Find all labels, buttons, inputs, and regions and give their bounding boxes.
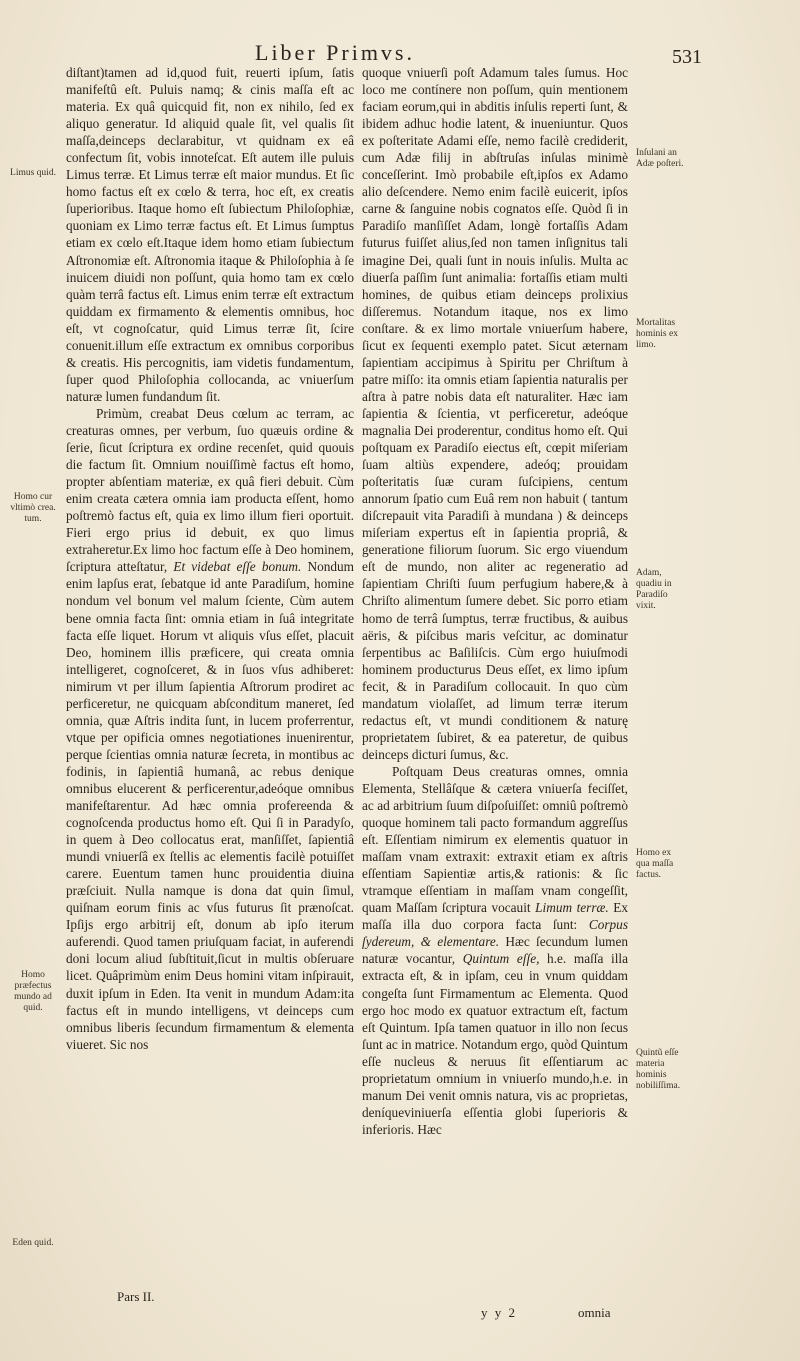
margin-note-homo-ultimo: Homo cur vltimò crea. tum. bbox=[10, 492, 56, 524]
margin-note-eden: Eden quid. bbox=[12, 1238, 54, 1248]
right-p2-italic-2: Corpus ſydereum, & elementare. bbox=[362, 917, 628, 950]
margin-note-adam: Adam, quadiu in Paradiſo vixit. bbox=[636, 568, 672, 611]
right-p2-mid: Ex maſſa illa duo corpora facta ſunt: bbox=[362, 900, 629, 933]
right-paragraph-1: quoque vniuerſi poſt Adamum tales ſumus. Hoc loco me contínere non poſſum, quin mentionem faciam eorum,qui in abditis inſulis reperti ſunt, & ibidem adhuc hodie latent, & inueniuntur. Quos ex poſteritate Adami eſſe, nemo facilè crediderit, cum Adæ filij in abſtruſas inſulas minimè conceſſerint. Imò probabile eſt,ipſos ex Adamo alio deſcendere. Nemo enim facilè euicerit, ipſos carne & ſanguine nobis cognatos eſſe. Quòd ſi in Paradiſo manſiſſet Adam, longè fortaſſis Adam futurus fuiſſet alius,ſed non tamen inſignitus tali imagine Dei, quali ſunt in nouis inſulis. Multa ac diuerſa paſſim ſunt animalia: fortaſſis etiam multi homines, de quibus etiam deinceps prolixius diſſeremus. Notandum itaque, nos ex limo conſtare. & ex limo mortale vniuerſum habere, ſicut ex ſequenti exemplo patet. Sicut æternam ſapientiam accipimus à Spiritu per Chriſtum à patre miſſo: ita omnis etiam ſapientia naturalis per aſtra à patre nobis data eſt naturaliter. Hæc iam ſapientia & ſcientia, vt perficeretur, adeóque magnalia Dei proderentur, conditus homo eſt. Qui poſtquam ex Paradiſo eiectus eſt, cœpit miſeriam ſuam altiùs expendere, adeóq; prouidam poſteritatis ſuæ curam ſuſcipiens, centum annorum ſpatio cum Euâ rem non habuit ( tantum diſcrepauit vita Paradiſi à mundana ) & deinceps miſeriam expertus eſt in ſapientia propriâ, & generatione filiorum ſuorum. Sic ergo viuendum eſt de mundo, non aliter ac regeneratio ad ſapientiam Chriſti ſuum perfugium habere,& à Chriſto alimentum ſumere debet. Sic porro etiam homo de terrâ ſumptus, terræ fructibus, & auibus aëris, & piſcibus maris veſcitur, ac dominatur ſerpentibus ac Baſiliſcis. Cùm ergo huiuſmodi hominem producturus Deus eſſet, ex limo ipſum fecit, & in Paradiſum collocauit. In quo cùm mandatum violaſſet, ad limum terræ iterum redactus eſt, vt mundi conditionem & naturę proprietatem ſubiret, & ea pateretur, de quibus deinceps dicturi ſumus, &c. bbox=[362, 65, 628, 762]
right-p2-italic: Limum terræ. bbox=[535, 900, 609, 916]
margin-note-insulani: Inſulani an Adæ poſteri. bbox=[636, 148, 684, 169]
running-head: Liber Primvs. bbox=[255, 40, 415, 65]
margin-note-mortalitas: Mortalitas hominis ex limo. bbox=[636, 318, 678, 350]
catchword: omnia bbox=[578, 1305, 611, 1320]
signature-mark: y y 2 bbox=[481, 1305, 517, 1320]
left-paragraph-1: diſtant)tamen ad id,quod fuit, reuerti ipſum, ſatis manifeſtû eſt. Puluis namq; & cinis maſſa eſt ac materia. Ex quâ quicquid fit, non ex nihilo, ſed ex aliquo generatur. Id aliquid quale ſit, vel qualis ſit maſſa,deinceps declarabitur, vt quidnam ex eâ confectum ſit, vobis innoteſcat. Eſt autem ille puluis Limus terræ. Et Limus terræ eſt maior mundus. Et ſic homo factus eſt ex cœlo & terra, hoc eſt, ex creatis ſuperioribus. Itaque homo eſt ſubiectum Philoſophiæ, quoniam ex Limo terræ factus eſt. Et Limus ſumptus etiam ex cœlo eſt.Itaque idem homo etiam ſubiectum Aſtronomiæ eſt. Aſtronomia itaque & Philoſophia à ſe inuicem diuidi non poſſunt, quia homo tam ex cœlo quàm terrâ factus eſt. Limus enim terræ eſt extractum quiddam ex firmamento & elementis omnibus, hoc eſt, vt cognoſcatur, quid Limus terræ ſit, ſcire conuenit.illum eſſe extractum ex omnibus corporibus & creatis. His percognitis, iam videtis fundamentum, ſuper quod Philoſophia collocanda, ac vniuerſum naturæ lumen fundandum ſit. bbox=[66, 65, 354, 404]
right-p2-text: Poſtquam Deus creaturas omnes, omnia Elementa, Stellâſque & cætera vniuerſa feciſſet, ac ad arbitrium ſuum diſpoſuiſſet: omniû poſtremò quoque hominem tali pacto formandum aggreſſus eſt. Eſſentiam nimirum ex elementis quatuor in maſſam vnam extraxit: extraxit etiam ex aſtris eſſentiam Sapientiæ artis,& rationis: & ſic vtramque eſſentiam in maſſam vnam congeſſit, quam Maſſam ſcriptura vocauit bbox=[362, 763, 628, 916]
margin-note-homo-massa: Homo ex qua maſſa factus. bbox=[636, 848, 674, 880]
pars-label: Pars II. bbox=[117, 1289, 155, 1304]
left-p2-rest: Nondum enim lapſus erat, ſebatque id ante Paradiſum, homine nondum vel bonum vel malum ſciente, Cùm autem bene omnia facta ſint: omnia etiam in ſuâ integritate facta eſſe liquet. Horum vt aliquis vſus eſſet, placuit Deo, hominem illis præficere, qui creata omnia intelligeret, cognoſceret, & in ſuos vſus adhiberet: nimirum vt per illum ſapientia Aſtrorum prodiret ac perficeretur, ne quicquam abſconditum maneret, ſed omnia, quæ Aſtris indita ſunt, in lucem proferrentur, vtque per opificia omnes negotiationes inuenirentur, perque ſcientias omnia naturæ ſecreta, in montibus ac fodinis, in ſapientiâ humanâ, ac rebus denique omnibus elucerent & perficerentur,adeóque omnibus manifeſtarentur. Ad hæc omnia profereenda & cognoſcenda productus homo eſt. Qui ſi in Paradyſo, in quem à Deo collocatus erat, manſiſſet, ſapientiâ mundi vniuerſâ ex ſtellis ac elementis facilè potuiſſet carere. Euentum tamen hunc prouidentia diuina præſciuit. Nulla namque is dona dat quin ſimul, quiſnam eorum finis ac vſus futurus ſit prænoſcat. Ipſijs ergo arbitrij eſt, donum ab ipſo iterum auferendi. Quod tamen priuſquam faciat, in auferendi doni locum aliud ſubſtituit,ſicut in multis obſeruare licet. Quâprimùm enim Deus homini vitam inſpirauit, duxit ipſum in Eden. Ita venit in mundum Adam:ita factus eſt in mundo intelligens, vt deinceps cum omnibus liberis ſecundum firmamentum & elementa viueret. Sic nos bbox=[66, 559, 355, 1052]
right-p2-italic-3: Quintum eſſe, bbox=[462, 951, 540, 967]
left-p2-italic: Et videbat eſſe bonum. bbox=[173, 559, 302, 575]
right-column bbox=[362, 64, 628, 1138]
page-number: 531 bbox=[672, 46, 702, 68]
left-column bbox=[66, 64, 354, 1053]
right-p2-rest: h.e. maſſa illa extracta eſt, & in ipſam, ceu in vnum quiddam congeſta ſunt Firmamentum ac Elementa. Quod ergo hoc modo ex quatuor extractum eſt, factum eſt Quintum. Ipſa tamen quatuor in illo non ſecus ſunt ac in matrice. Notandum ergo, quòd Quintum eſſe nucleus & neruus ſit eſſentiarum ac proprietatum omnium in vniuerſo mundo,h.e. in manum Dei venit omnis natura, vis ac proprietas, deníqueviniuerſa eſſentia globi ſuperioris & inferioris. Hæc bbox=[362, 951, 629, 1137]
right-paragraph-2 bbox=[362, 763, 628, 1138]
margin-note-homo-praefectus: Homo præfectus mundo ad quid. bbox=[14, 970, 52, 1013]
margin-note-limus: Limus quid. bbox=[10, 168, 56, 178]
left-p2-text: Primùm, creabat Deus cœlum ac terram, ac creaturas omnes, per verbum, ſuo quæuis ordine & ſerie, ſicut ſcriptura ex ordine recenſet, quid quouis die factum ſit. Omnium nouiſſimè factus eſt homo, propter abſentiam materiæ, ex quâ fieri debuit. Cùm enim creata cætera omnia iam producta eſſent, homo poſtremò factus eſt, quia ex limo illum fieri oportuit. Fieri ergo prius id debuit, ex quo limus extraheretur.Ex limo hoc factum eſſe à Deo hominem, ſcriptura atteſtatur, bbox=[66, 405, 354, 575]
margin-note-quintum: Quintũ eſſe materia hominis nobiliſſima. bbox=[636, 1048, 681, 1091]
right-p2-mid-2: Hæc ſecundum lumen naturæ vocantur, bbox=[362, 934, 628, 967]
left-paragraph-2 bbox=[66, 405, 354, 1053]
